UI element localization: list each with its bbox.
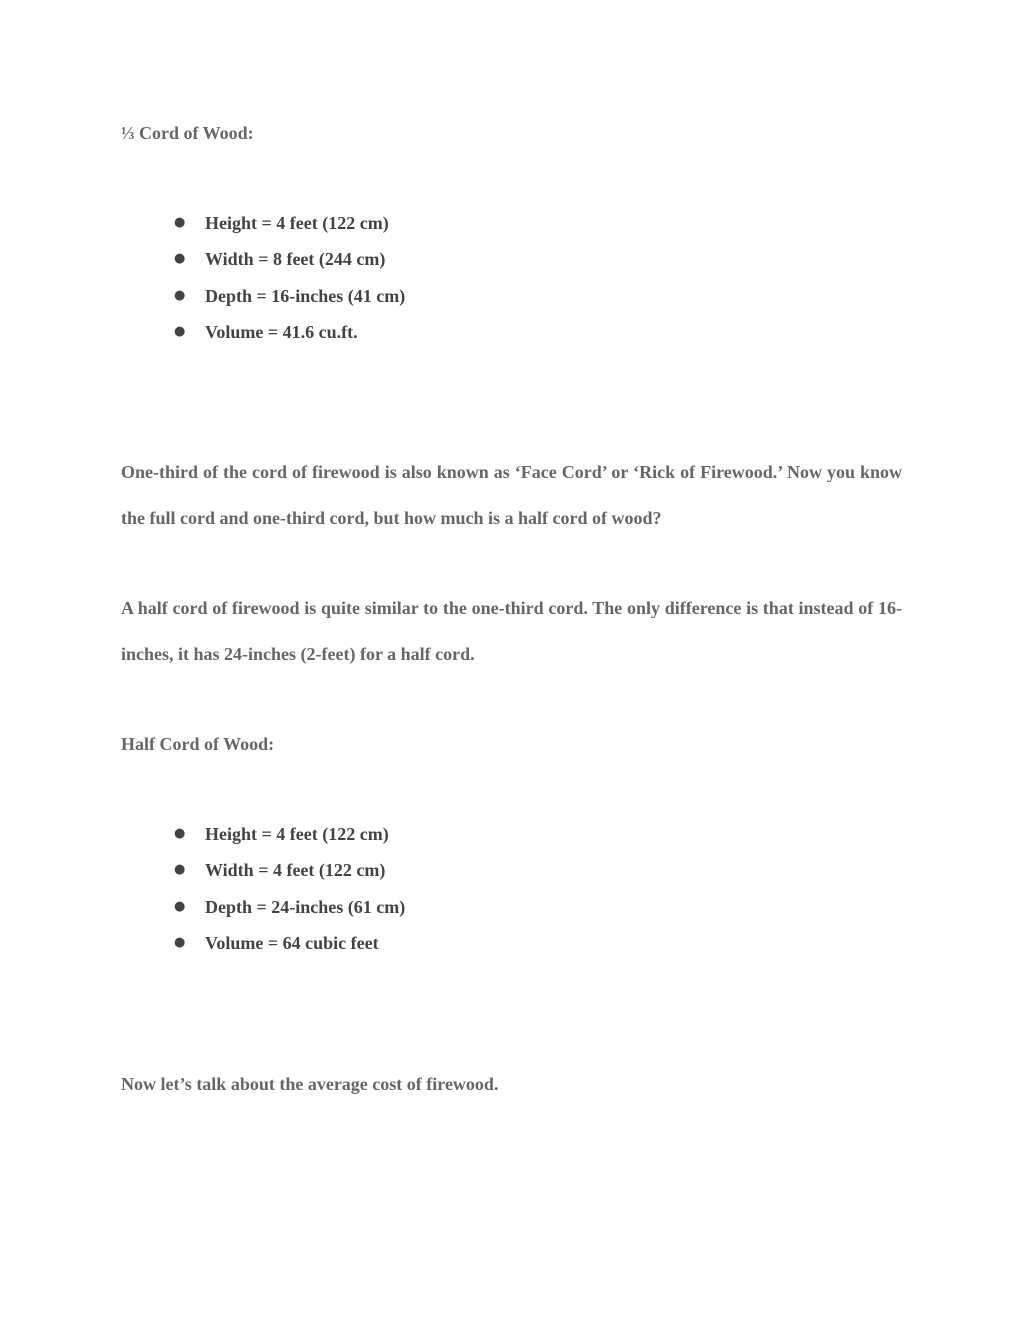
list-item xyxy=(0,932,1024,968)
half-cord-height: Height = 4 feet (122 cm) xyxy=(205,824,389,844)
half-cord-intro-paragraph: A half cord of firewood is quite similar to the one-third cord. The only difference is that instead of 16-inches, it has 24-inches (2-feet) for a half cord. xyxy=(121,598,902,664)
list-item xyxy=(0,859,1024,895)
bullet-icon: ● xyxy=(174,287,186,303)
face-cord-paragraph: One-third of the cord of firewood is also known as ‘Face Cord’ or ‘Rick of Firewood.’ Now you know the full cord and one-third cord, but how much is a half cord of wood? xyxy=(121,462,902,528)
list-item xyxy=(0,896,1024,932)
list-item xyxy=(0,321,1024,357)
half-cord-volume: Volume = 64 cubic feet xyxy=(205,933,379,954)
third-cord-list xyxy=(0,212,1024,358)
list-item xyxy=(0,285,1024,321)
list-item xyxy=(0,823,1024,859)
list-item xyxy=(0,248,1024,284)
bullet-icon: ● xyxy=(174,324,186,340)
bullet-icon: ● xyxy=(174,215,186,230)
bullet-icon: ● xyxy=(174,898,186,914)
half-cord-heading: Half Cord of Wood: xyxy=(121,734,275,754)
third-cord-volume: Volume = 41.6 cu.ft. xyxy=(205,322,358,343)
list-item xyxy=(0,212,1024,248)
third-cord-depth: Depth = 16-inches (41 cm) xyxy=(205,285,406,306)
half-cord-depth: Depth = 24-inches (61 cm) xyxy=(205,896,406,917)
third-cord-heading: ⅓ Cord of Wood: xyxy=(121,123,254,143)
bullet-icon: ● xyxy=(174,826,186,841)
closing-line: Now let’s talk about the average cost of firewood. xyxy=(121,1074,499,1094)
bullet-icon: ● xyxy=(174,935,186,951)
bullet-icon: ● xyxy=(174,251,186,267)
third-cord-width: Width = 8 feet (244 cm) xyxy=(205,249,386,270)
bullet-icon: ● xyxy=(174,862,186,878)
half-cord-list xyxy=(0,823,1024,969)
half-cord-width: Width = 4 feet (122 cm) xyxy=(205,860,386,881)
third-cord-height: Height = 4 feet (122 cm) xyxy=(205,213,389,233)
